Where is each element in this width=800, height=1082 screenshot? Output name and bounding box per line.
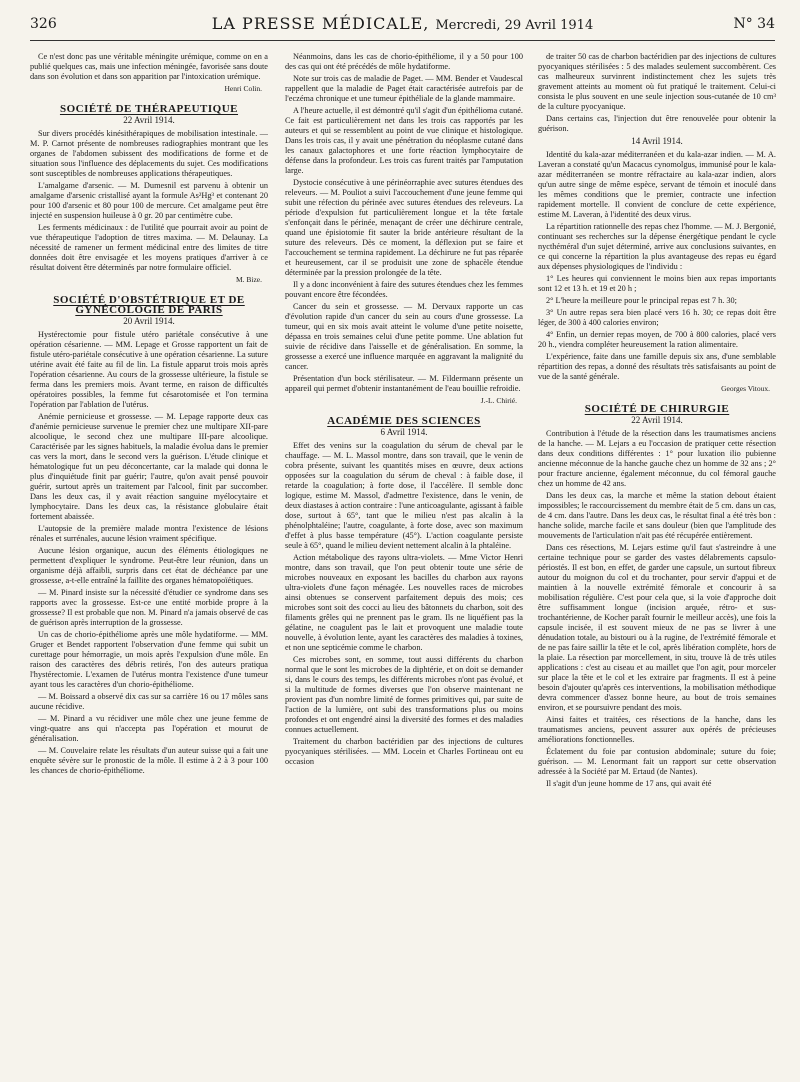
- paragraph: Dans ces résections, M. Lejars estime qu'il faut s'astreindre à une certaine technique pour se garder des vastes délabrements capsulo-périostés. Il est bon, en effet, de garder une capsule, un surtout fibreux autour du moignon du col et du trochanter, pour servir d'appui et de maintien à la nouvelle extrémité fémorale et concourir à sa mobilisation régulière. C'est pour cela que, si la voie d'approche doit être suffisamment longue (incision arquée, rétro- et sus-trochantérienne, de Kocher paraît fournir le meilleur accès), une fois la capsule incisée, il est souvent mieux de ne pas se livrer à une dénudation totale, au bistouri ou à la rugine, de l'extrémité fémorale et de ne pas faire saillir la tête et le col, après libération complète, hors de la plaie. La résection par morcellement, in situ, trouve là de très utiles applications : c'est au ciseau et au maillet que l'on agit, pour morceler sur place la tête et le col et les extraire par fragments. Il est à peine besoin d'ajouter qu'après ces interventions, la mobilisation méthodique devra commencer d'assez bonne heure, au bout de trois semaines environ, et se poursuivre pendant des mois.: [538, 543, 776, 712]
- paragraph: Il y a donc inconvénient à faire des sutures étendues chez les femmes pouvant encore être fécondées.: [285, 280, 523, 299]
- paragraph: Présentation d'un bock stérilisateur. — M. Fildermann présente un appareil qui permet d'obtenir instantanément de l'eau bouillie refroidie.: [285, 374, 523, 393]
- paragraph: L'autopsie de la première malade montra l'existence de lésions rénales et surrénales, aucune lésion vraiment spécifique.: [30, 524, 268, 543]
- section-date: 6 Avril 1914.: [380, 427, 428, 437]
- paragraph: Ce n'est donc pas une véritable méningite urémique, comme on en a publié quelques cas, mais une infection méningée, favorisée sans doute dans son évolution et dans son apparition par l'intoxication urémique.: [30, 52, 268, 81]
- paragraph: Il s'agit d'un jeune homme de 17 ans, qui avait été: [546, 779, 712, 788]
- journal-name: LA PRESSE MÉDICALE,: [211, 14, 430, 33]
- signature: J.-L. Chirié.: [480, 396, 517, 405]
- paragraph: Dans certains cas, l'injection dut être renouvelée pour obtenir la guérison.: [538, 114, 776, 133]
- paragraph: Ces microbes sont, en somme, tout aussi différents du charbon normal que le sont les microbes de la diphtérie, et on doit se demander si, dans le cours des temps, les différents microbes n'ont pas évolué, et si la multitude de formes diverses que l'on observe maintenant ne provient pas d'un nombre limité de formes primitives qui, par suite de l'action de la lumière, ont subi des transformations plus ou moins profondes et ont engendré ainsi la diversité des formes et des maladies connues actuellement.: [285, 655, 523, 734]
- paragraph: L'expérience, faite dans une famille depuis six ans, d'une semblable répartition des repas, a donné des résultats très satisfaisants au point de vue de la santé générale.: [538, 352, 776, 381]
- paragraph: 2° L'heure la meilleure pour le principal repas est 7 h. 30;: [546, 296, 737, 305]
- section-date: 20 Avril 1914.: [123, 316, 175, 326]
- signature: Georges Vitoux.: [721, 384, 770, 393]
- paragraph: Contribution à l'étude de la résection dans les traumatismes anciens de la hanche. — M. Lejars a eu l'occasion de pratiquer cette résection dans deux conditions différentes : 1° pour luxation ilio pubienne ancienne méconnue de la hanche gauche chez un homme de 32 ans ; 2° pour fracture ancienne, également méconnue, du col fémoral gauche chez un homme de 42 ans.: [538, 429, 776, 488]
- paragraph: A l'heure actuelle, il est démontré qu'il s'agit d'un épithélioma cutané. Ce fait est particulièrement net dans les trois cas rapportés par les auteurs et qui se ressemblent au point de vue clinique et histologique. Dans les trois cas, il y avait une pénétration du néoplasme cutané dans les canaux galactophores et une forte réaction lymphocytaire de défense dans la profondeur. Les trois cas furent traités par l'amputation large.: [285, 106, 523, 175]
- paragraph: Effet des venins sur la coagulation du sérum de cheval par le chauffage. — M. L. Massol montre, dans son travail, que le venin de cobra présente, suivant les quantités mises en œuvre, deux actions opposées sur la coagulation du sérum de cheval : à faible dose, il retarde la coagulation; à forte dose, il l'accélère. Il semble donc logique, estime M. Massol, d'admettre l'existence, dans le venin, de deux diastases à action contraire : l'une anticoagulante, agissant à faible dose, surtout à 65°, tant que le milieu n'est pas alcalin à la phénolphtaléine; l'autre, coagulante, à forte dose, avec son maximum d'effet à plus basse température (45°). L'action coagulante persiste seule à 65°, quand le milieu devient nettement alcalin à la phtaléine.: [285, 441, 523, 550]
- page-header: [30, 14, 775, 38]
- header-rule: [30, 40, 775, 41]
- paragraph: L'amalgame d'arsenic. — M. Dumesnil est parvenu à obtenir un amalgame d'arsenic cristallisé ayant la formule As²Hg³ et contenant 20 pour 100 d'arsenic et 80 pour 100 de mercure. Cet amalgame peut être injecté en suspension huileuse à 0 gr. 20 par centimètre cube.: [30, 181, 268, 220]
- section-date: 22 Avril 1914.: [123, 115, 175, 125]
- paragraph: Ainsi faites et traitées, ces résections de la hanche, dans les traumatismes anciens, peuvent assurer aux opérés de précieuses améliorations fonctionnelles.: [538, 715, 776, 744]
- paragraph: Les ferments médicinaux : de l'utilité que pourrait avoir au point de vue thérapeutique l'adoption de titres maxima. — M. Delaunay. La nécessité de ramener un ferment médicinal entre des limites de titre données doit être envisagée et les moyens pratiques d'arriver à ce résultat doivent être déterminés par notre formulaire officiel.: [30, 223, 268, 272]
- paragraph: Sur divers procédés kinésithérapiques de mobilisation intestinale. — M. P. Carnot présente de nombreuses radiographies montrant que les organes de l'abdomen subissent des modifications de forme et de situation sous l'influence des déplacements du sujet. Ces modifications sont susceptibles de nombreuses applications thérapeutiques.: [30, 129, 268, 178]
- paragraph: — M. Pinard insiste sur la nécessité d'étudier ce syndrome dans ses rapports avec la grossesse. Est-ce une entité morbide propre à la grossesse? Il est probable que non. M. Pinard n'a jamais observé de cas de guérison après interruption de la grossesse.: [30, 588, 268, 627]
- paragraph: Anémie pernicieuse et grossesse. — M. Lepage rapporte deux cas d'anémie pernicieuse survenue le premier chez une multipare XII-pare alcoolique, le second chez une multipare III-pare alcoolique. Caractérisée par les signes habituels, la maladie évolua dans le premier cas vers la mort, dans le second vers la guérison. L'étude clinique et hématologique fut un peu déconcertante, car la malade qui donna le plus d'inquiétude finit par guérir; l'autre, qu'on avait pensé pouvoir guérir, surtout après un traitement par l'alcool, finit par succomber. Dans les deux cas, il y avait réaction sanguine myélocytaire et lymphocytaire. Dans les deux cas, la résistance globulaire était fortement abaissée.: [30, 412, 268, 521]
- column-2: [285, 52, 523, 1072]
- paragraph: Hystérectomie pour fistule utéro pariétale consécutive à une opération césarienne. — MM. Lepage et Grosse rapportent un fait de fistule utéro-pariétale consécutive à une opération césarienne. La suture utérine avait été faite au fil de lin. La fistule apparut trois mois après l'opération césarienne. Au cours de la grossesse ultérieure, la fistule se ferma dans les premiers mois. Avant terme, en raison de difficultés opératoires possibles, la femme fut césarotomisée et l'on termina l'opération par l'ablation de l'utérus.: [30, 330, 268, 409]
- paragraph: La répartition rationnelle des repas chez l'homme. — M. J. Bergonié, continuant ses recherches sur la dépense énergétique pendant le cycle nycthéméral d'un sujet déterminé, arrive aux conclusions suivantes, en ce qui concerne la répartition la plus avantageuse des repas eu égard aux dépenses physiologiques de l'individu :: [538, 222, 776, 271]
- paragraph: 4° Enfin, un dernier repas moyen, de 700 à 800 calories, placé vers 20 h., viendra compléter heureusement la ration alimentaire.: [538, 330, 776, 349]
- paragraph: Cancer du sein et grossesse. — M. Dervaux rapporte un cas d'évolution rapide d'un cancer du sein au cours d'une grossesse. La tumeur, qui en six mois avait atteint le volume d'une petite noisette, dépassa en trois semaines celui d'une petite pomme. Une ablation fut suivie de récidive dans l'aisselle et de généralisation. En somme, la grossesse a exercé une influence marquée en aggravant la malignité du cancer.: [285, 302, 523, 371]
- page-number: 326: [30, 16, 57, 32]
- paragraph: Action métabolique des rayons ultra-violets. — Mme Victor Henri montre, dans son travail, que l'on peut obtenir toute une série de microbes nouveaux en exposant les bacilles du charbon aux rayons ultra-violets d'une façon ménagée. Les nouvelles races de microbes ainsi obtenues se conservent parfaitement depuis des mois; ces microbes sont soit des cocci au lieu des bâtonnets du charbon, soit des filaments grêles qui ne prennent pas le gram. Ils ne liquéfient pas la gélatine, ne coagulent pas le lait et provoquent une maladie toute nouvelle, à évolution lente, ayant les caractères des maladies à toxines, et non une septicémie comme le charbon.: [285, 553, 523, 652]
- paragraph: Éclatement du foie par contusion abdominale; suture du foie; guérison. — M. Lenormant fait un rapport sur cette observation adressée à la Société par M. Ertaud (de Nantes).: [538, 747, 776, 776]
- paragraph: Dystocie consécutive à une périnéorraphie avec sutures étendues des releveurs. — M. Pouliot a suivi l'accouchement d'une jeune femme qui subit une réfection du périnée avec sutures étendues des releveurs. La période d'expulsion fut particulièrement longue et la tête fœtale s'enfonçait dans le périnée, menaçant de créer une déchirure centrale, quand une épisiotomie fit sauter la bride antérieure résultant de la suture des releveurs. Dès ce moment, la déflexion put se faire et l'accouchement se termina rapidement. La déchirure ne fut pas réparée et heureusement, car il se produisit une zone de sphacèle étendue déterminée par la pression prolongée de la tête.: [285, 178, 523, 277]
- signature: M. Bize.: [235, 275, 262, 284]
- journal-title: [30, 14, 775, 33]
- section-title: SOCIÉTÉ DE CHIRURGIE: [584, 403, 730, 415]
- issue-number: N° 34: [733, 16, 775, 32]
- column-1: [30, 52, 268, 1072]
- paragraph: Note sur trois cas de maladie de Paget. — MM. Bender et Vaudescal rappellent que la maladie de Paget était caractérisée autrefois par de l'eczéma chronique et une tumeur épithéliale de la glande mammaire.: [285, 74, 523, 103]
- section-title: ACADÉMIE DES SCIENCES: [327, 415, 481, 427]
- section-title: SOCIÉTÉ D'OBSTÉTRIQUE ET DE GYNÉCOLOGIE DE PARIS: [53, 294, 245, 316]
- paragraph: Un cas de chorio-épithéliome après une môle hydatiforme. — MM. Gruger et Bendet rapportent l'observation d'une femme qui subit un curettage pour hémorragie, un mois après l'expulsion d'une môle. En raison des caractères des débris retirés, l'on des auteurs pratiqua l'hystérectomie. L'examen de l'utérus montra l'existence d'une tumeur ayant tous les caractères d'un chorio-épithéliome.: [30, 630, 268, 689]
- paragraph: 3° Un autre repas sera bien placé vers 16 h. 30; ce repas doit être léger, de 300 à 400 calories environ;: [538, 308, 776, 327]
- issue-date: Mercredi, 29 Avril 1914: [435, 18, 594, 33]
- paragraph: Traitement du charbon bactéridien par des injections de cultures pyocyaniques stérilisées. — MM. Locein et Charles Fortineau ont eu occasion: [285, 737, 523, 766]
- paragraph: Aucune lésion organique, aucun des éléments étiologiques ne permettent d'expliquer le syndrome. Peut-être leur réunion, dans un organisme déjà affaibli, surpris dans cet état de déchéance par une grossesse, a-t-elle entraîné la faillite des organes hématopoïétiques.: [30, 546, 268, 585]
- column-3: [538, 52, 776, 1072]
- paragraph: Dans les deux cas, la marche et même la station debout étaient impossibles; le raccourcissement du membre était de 5 cm. dans un cas, de 4 cm. dans l'autre. Dans les deux cas, le résultat final a été très bon : hanche solide, marche facile et sans douleur (bien que l'amplitude des mouvements de l'articulation n'ait pas été récupérée entièrement.: [538, 491, 776, 540]
- section-date: 14 Avril 1914.: [631, 136, 683, 146]
- paragraph: de traiter 50 cas de charbon bactéridien par des injections de cultures pyocyaniques stérilisées : 5 des malades seulement succombèrent. Ces cas malheureux survinrent indistinctement chez les sujets très gravement atteints au moment où fut pratiqué le traitement. Celui-ci consista le plus souvent en une seule injection sous-cutanée de 10 cm³ de la culture pyocyanique.: [538, 52, 776, 111]
- section-date: 22 Avril 1914.: [631, 415, 683, 425]
- paragraph: Identité du kala-azar méditerranéen et du kala-azar indien. — M. A. Laveran a constaté qu'un Macacus cynomolgus, immunisé pour le kala-azar méditerranéen se montre réfractaire au kala-azar indien, alors qu'un autre singe de même espèce, servant de témoin et inoculé dans les mêmes conditions que le premier, contracte une infection rapidement mortelle. Il convient de conclure de cette expérience, estime M. Laveran, à l'identité des deux virus.: [538, 150, 776, 219]
- paragraph: 1° Les heures qui conviennent le moins bien aux repas importants sont 12 et 13 h. et 19 et 20 h ;: [538, 274, 776, 293]
- paragraph: — M. Couvelaire relate les résultats d'un auteur suisse qui a fait une enquête sévère sur le pronostic de la môle. Il estime à 2 à 3 pour 100 les chances de chorio-épithéliome.: [30, 746, 268, 775]
- paragraph: — M. Pinard a vu récidiver une môle chez une jeune femme de vingt-quatre ans qui n'accepta pas l'opération et mourut de généralisation.: [30, 714, 268, 743]
- paragraph: — M. Boissard a observé dix cas sur sa carrière 16 ou 17 môles sans aucune récidive.: [30, 692, 268, 711]
- section-title: SOCIÉTÉ DE THÉRAPEUTIQUE: [59, 103, 239, 115]
- signature: Henri Colin.: [224, 84, 262, 93]
- paragraph: Néanmoins, dans les cas de chorio-épithéliome, il y a 50 pour 100 des cas qui ont été précédés de môle hydatiforme.: [285, 52, 523, 71]
